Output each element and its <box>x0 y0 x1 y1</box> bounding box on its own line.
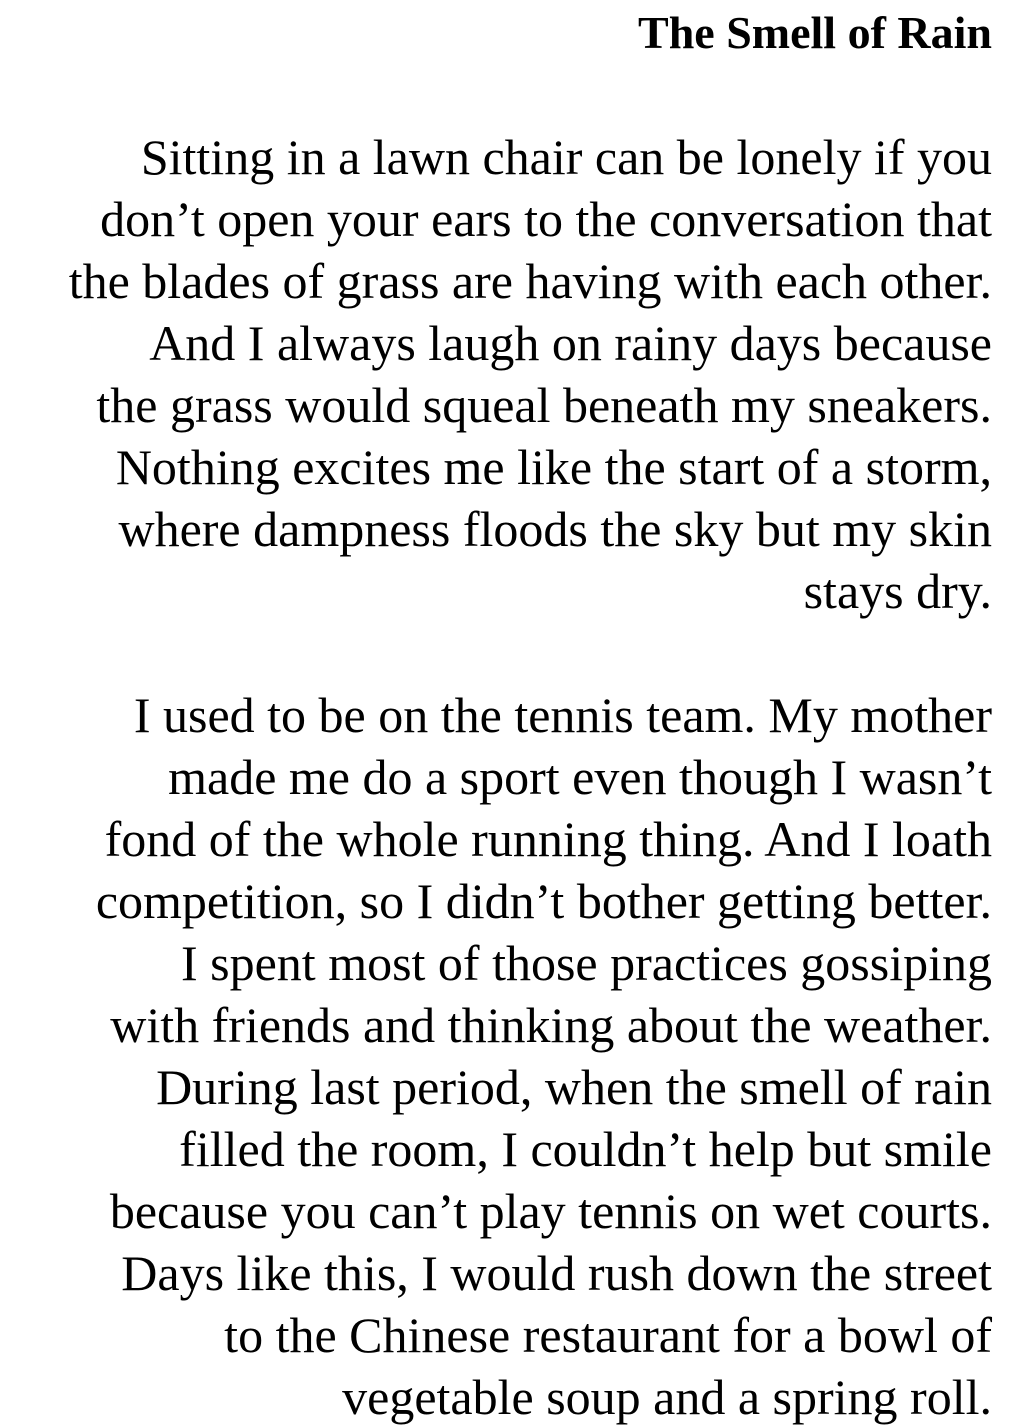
text-line: to the Chinese restaurant for a bowl of <box>224 1307 992 1363</box>
text-line: vegetable soup and a spring roll. <box>342 1369 992 1425</box>
text-line: made me do a sport even though I wasn’t <box>168 749 992 805</box>
text-line: Days like this, I would rush down the street <box>121 1245 992 1301</box>
text-line: the blades of grass are having with each other. <box>68 253 992 309</box>
text-line: I used to be on the tennis team. My mother <box>133 687 992 743</box>
paragraph-2 <box>96 684 992 1428</box>
text-line: don’t open your ears to the conversation that <box>100 191 992 247</box>
text-line: stays dry. <box>803 563 992 619</box>
text-line: Nothing excites me like the start of a storm, <box>115 439 992 495</box>
document-title: The Smell of Rain <box>638 7 992 58</box>
text-line: And I always laugh on rainy days because <box>149 315 992 371</box>
text-line: filled the room, I couldn’t help but smile <box>179 1121 992 1177</box>
text-line: with friends and thinking about the weather. <box>110 997 992 1053</box>
text-line: I spent most of those practices gossiping <box>181 935 992 991</box>
paragraph-1 <box>69 126 992 622</box>
text-line: where dampness floods the sky but my skin <box>118 501 992 557</box>
text-line: competition, so I didn’t bother getting better. <box>95 873 992 929</box>
text-line: because you can’t play tennis on wet courts. <box>109 1183 992 1239</box>
text-line: Sitting in a lawn chair can be lonely if you <box>140 129 992 185</box>
text-line: During last period, when the smell of rain <box>156 1059 992 1115</box>
text-line: the grass would squeal beneath my sneakers. <box>96 377 992 433</box>
text-line: fond of the whole running thing. And I loath <box>104 811 992 867</box>
